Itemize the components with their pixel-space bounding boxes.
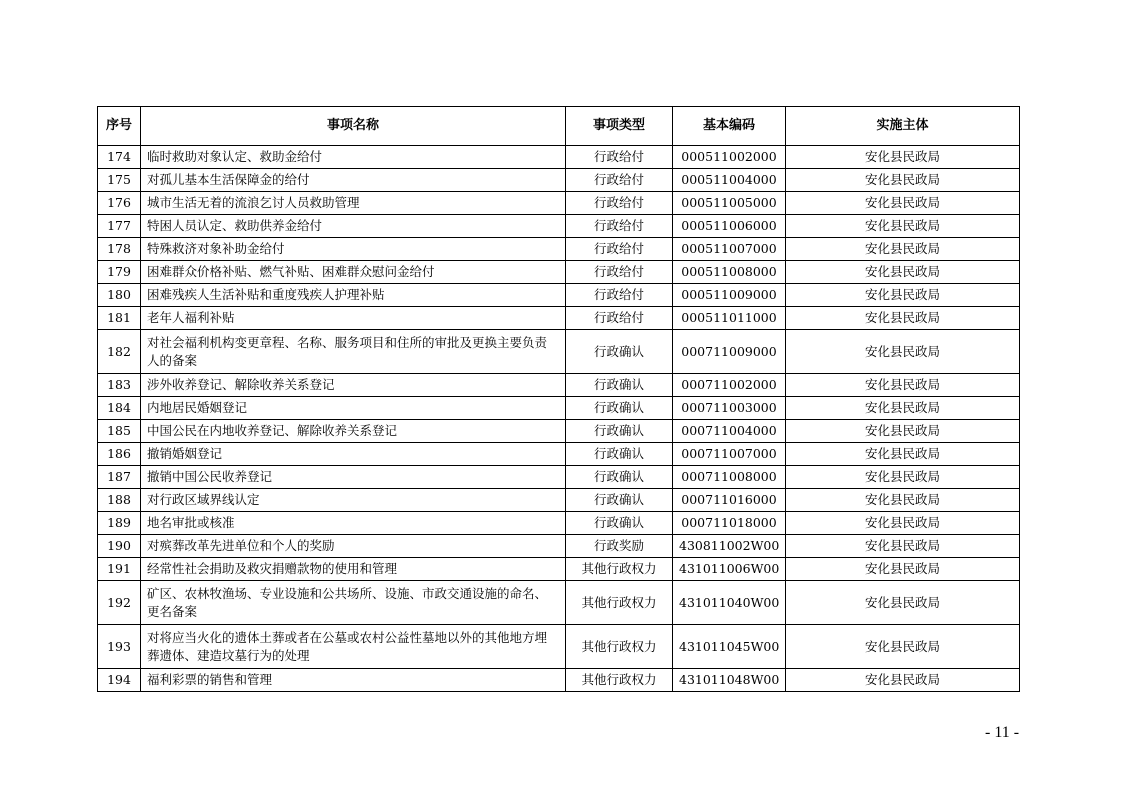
row-index: 190 [98,535,141,558]
row-implementer: 安化县民政局 [786,669,1020,692]
row-index: 178 [98,238,141,261]
row-item-type: 行政给付 [566,215,673,238]
row-item-name: 撤销婚姻登记 [141,443,566,466]
row-item-type: 行政奖励 [566,535,673,558]
page-number: - 11 - [985,724,1020,741]
row-item-type: 行政确认 [566,443,673,466]
row-item-name: 临时救助对象认定、救助金给付 [141,146,566,169]
row-index: 175 [98,169,141,192]
row-base-code: 000511011000 [673,307,786,330]
table-row [98,443,1020,466]
row-index: 194 [98,669,141,692]
row-base-code: 000511002000 [673,146,786,169]
row-item-type: 行政确认 [566,466,673,489]
row-implementer: 安化县民政局 [786,512,1020,535]
row-implementer: 安化县民政局 [786,238,1020,261]
row-item-name: 中国公民在内地收养登记、解除收养关系登记 [141,420,566,443]
table-row [98,535,1020,558]
row-item-type: 行政确认 [566,330,673,374]
row-implementer: 安化县民政局 [786,466,1020,489]
row-implementer: 安化县民政局 [786,374,1020,397]
header-base-code: 基本编码 [673,107,786,146]
row-base-code: 000711004000 [673,420,786,443]
row-implementer: 安化县民政局 [786,330,1020,374]
row-base-code: 000511009000 [673,284,786,307]
row-base-code: 431011006W00 [673,558,786,581]
row-implementer: 安化县民政局 [786,420,1020,443]
row-implementer: 安化县民政局 [786,261,1020,284]
table-row [98,192,1020,215]
row-index: 180 [98,284,141,307]
header-item-type: 事项类型 [566,107,673,146]
row-index: 191 [98,558,141,581]
row-item-type: 行政给付 [566,169,673,192]
items-table [97,106,1020,692]
table-row [98,669,1020,692]
row-implementer: 安化县民政局 [786,192,1020,215]
row-item-name: 老年人福利补贴 [141,307,566,330]
row-item-name: 困难残疾人生活补贴和重度残疾人护理补贴 [141,284,566,307]
table-row [98,512,1020,535]
row-item-type: 行政给付 [566,146,673,169]
row-item-type: 行政确认 [566,512,673,535]
header-item-name: 事项名称 [141,107,566,146]
row-item-type: 行政确认 [566,374,673,397]
row-base-code: 431011040W00 [673,581,786,625]
table-row [98,397,1020,420]
row-index: 193 [98,625,141,669]
row-item-name: 特殊救济对象补助金给付 [141,238,566,261]
row-index: 182 [98,330,141,374]
row-base-code: 431011048W00 [673,669,786,692]
row-item-type: 行政确认 [566,397,673,420]
row-item-type: 行政给付 [566,238,673,261]
row-implementer: 安化县民政局 [786,625,1020,669]
row-item-name: 对行政区域界线认定 [141,489,566,512]
row-item-name: 福利彩票的销售和管理 [141,669,566,692]
table-row [98,307,1020,330]
row-implementer: 安化县民政局 [786,489,1020,512]
row-item-name: 困难群众价格补贴、燃气补贴、困难群众慰问金给付 [141,261,566,284]
row-implementer: 安化县民政局 [786,581,1020,625]
row-base-code: 000511007000 [673,238,786,261]
table-row [98,238,1020,261]
row-index: 192 [98,581,141,625]
row-item-type: 其他行政权力 [566,625,673,669]
row-item-name: 对将应当火化的遗体土葬或者在公墓或农村公益性墓地以外的其他地方埋葬遗体、建造坟墓行为的处理 [141,625,566,669]
table-row [98,581,1020,625]
row-item-type: 行政给付 [566,261,673,284]
row-index: 185 [98,420,141,443]
table-row [98,146,1020,169]
row-item-name: 经常性社会捐助及救灾捐赠款物的使用和管理 [141,558,566,581]
row-implementer: 安化县民政局 [786,443,1020,466]
table-row [98,215,1020,238]
table-row [98,466,1020,489]
row-item-type: 其他行政权力 [566,669,673,692]
row-implementer: 安化县民政局 [786,535,1020,558]
row-item-name: 涉外收养登记、解除收养关系登记 [141,374,566,397]
row-item-name: 地名审批或核准 [141,512,566,535]
table-row [98,625,1020,669]
row-base-code: 431011045W00 [673,625,786,669]
row-index: 179 [98,261,141,284]
row-item-name: 对社会福利机构变更章程、名称、服务项目和住所的审批及更换主要负责人的备案 [141,330,566,374]
row-implementer: 安化县民政局 [786,146,1020,169]
table-header-row [98,107,1020,146]
row-implementer: 安化县民政局 [786,397,1020,420]
row-base-code: 000711016000 [673,489,786,512]
row-item-type: 行政确认 [566,489,673,512]
row-index: 189 [98,512,141,535]
row-index: 174 [98,146,141,169]
row-item-type: 行政给付 [566,307,673,330]
row-index: 187 [98,466,141,489]
row-base-code: 000511004000 [673,169,786,192]
table-row [98,489,1020,512]
row-implementer: 安化县民政局 [786,284,1020,307]
row-index: 181 [98,307,141,330]
row-base-code: 000711018000 [673,512,786,535]
row-item-type: 其他行政权力 [566,581,673,625]
row-implementer: 安化县民政局 [786,215,1020,238]
row-item-name: 特困人员认定、救助供养金给付 [141,215,566,238]
row-base-code: 000511006000 [673,215,786,238]
row-item-name: 撤销中国公民收养登记 [141,466,566,489]
row-item-name: 对殡葬改革先进单位和个人的奖励 [141,535,566,558]
row-index: 183 [98,374,141,397]
row-index: 188 [98,489,141,512]
header-index: 序号 [98,107,141,146]
row-item-type: 行政确认 [566,420,673,443]
row-implementer: 安化县民政局 [786,307,1020,330]
row-item-type: 行政给付 [566,192,673,215]
row-item-name: 内地居民婚姻登记 [141,397,566,420]
row-item-type: 其他行政权力 [566,558,673,581]
row-index: 184 [98,397,141,420]
table-row [98,558,1020,581]
row-item-name: 矿区、农林牧渔场、专业设施和公共场所、设施、市政交通设施的命名、更名备案 [141,581,566,625]
row-index: 176 [98,192,141,215]
row-base-code: 000711003000 [673,397,786,420]
row-base-code: 000511005000 [673,192,786,215]
row-base-code: 000711009000 [673,330,786,374]
row-base-code: 000511008000 [673,261,786,284]
table-body [98,146,1020,692]
row-base-code: 000711002000 [673,374,786,397]
row-base-code: 000711008000 [673,466,786,489]
table-row [98,261,1020,284]
table-row [98,420,1020,443]
row-item-name: 城市生活无着的流浪乞讨人员救助管理 [141,192,566,215]
row-index: 186 [98,443,141,466]
row-item-name: 对孤儿基本生活保障金的给付 [141,169,566,192]
row-base-code: 000711007000 [673,443,786,466]
table-row [98,330,1020,374]
row-base-code: 430811002W00 [673,535,786,558]
row-implementer: 安化县民政局 [786,169,1020,192]
row-index: 177 [98,215,141,238]
table-row [98,169,1020,192]
table-row [98,284,1020,307]
row-item-type: 行政给付 [566,284,673,307]
row-implementer: 安化县民政局 [786,558,1020,581]
table-row [98,374,1020,397]
header-implementer: 实施主体 [786,107,1020,146]
